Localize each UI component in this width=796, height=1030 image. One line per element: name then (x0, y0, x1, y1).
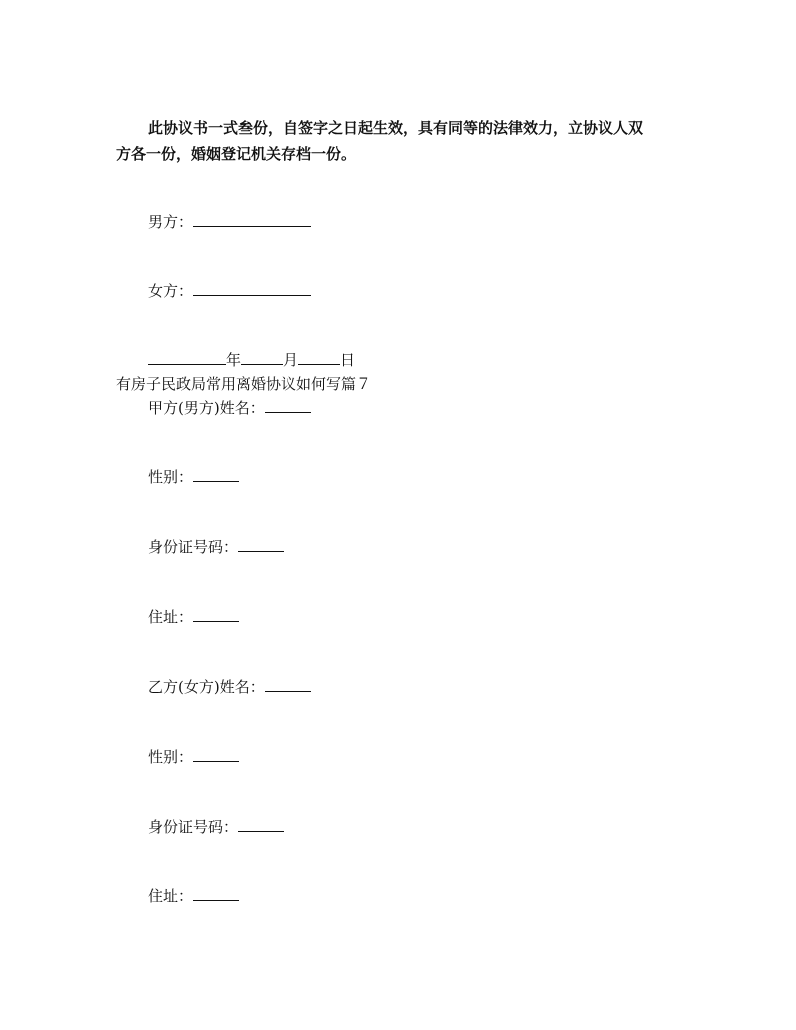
agreement-paragraph-line-2: 方各一份，婚姻登记机关存档一份。 (116, 145, 357, 163)
month-blank (241, 350, 283, 365)
date-line (148, 350, 355, 370)
party-a-name-line (148, 398, 311, 418)
party-b-gender-label: 性别： (148, 748, 194, 766)
party-a-gender-blank (193, 467, 239, 482)
party-b-address-blank (193, 886, 239, 901)
section-title: 有房子民政局常用离婚协议如何写篇７ (116, 375, 372, 393)
party-b-gender-line (148, 747, 239, 767)
female-signature-blank (193, 281, 311, 296)
party-a-name-label: 甲方(男方)姓名： (148, 399, 265, 417)
party-b-id-label: 身份证号码： (148, 818, 239, 836)
party-a-gender-label: 性别： (148, 468, 194, 486)
party-b-id-line (148, 817, 284, 837)
party-a-gender-line (148, 467, 239, 487)
male-signature-line (148, 212, 311, 232)
day-blank (298, 350, 340, 365)
party-b-name-blank (265, 677, 311, 692)
party-a-address-blank (193, 607, 239, 622)
party-b-address-label: 住址： (148, 887, 194, 905)
party-a-address-label: 住址： (148, 608, 194, 626)
party-a-name-blank (265, 398, 311, 413)
party-a-id-line (148, 537, 284, 557)
party-a-id-blank (238, 537, 284, 552)
party-b-name-line (148, 677, 311, 697)
party-b-name-label: 乙方(女方)姓名： (148, 678, 265, 696)
year-label: 年 (226, 351, 242, 369)
party-a-id-label: 身份证号码： (148, 538, 239, 556)
male-signature-blank (193, 212, 311, 227)
party-b-address-line (148, 886, 239, 906)
party-a-address-line (148, 607, 239, 627)
month-label: 月 (283, 351, 299, 369)
year-blank (148, 350, 226, 365)
male-signature-label: 男方： (148, 213, 194, 231)
female-signature-label: 女方： (148, 282, 194, 300)
party-b-gender-blank (193, 747, 239, 762)
female-signature-line (148, 281, 311, 301)
day-label: 日 (340, 351, 356, 369)
party-b-id-blank (238, 817, 284, 832)
agreement-paragraph-line-1: 此协议书一式叁份，自签字之日起生效，具有同等的法律效力，立协议人双 (148, 119, 644, 137)
